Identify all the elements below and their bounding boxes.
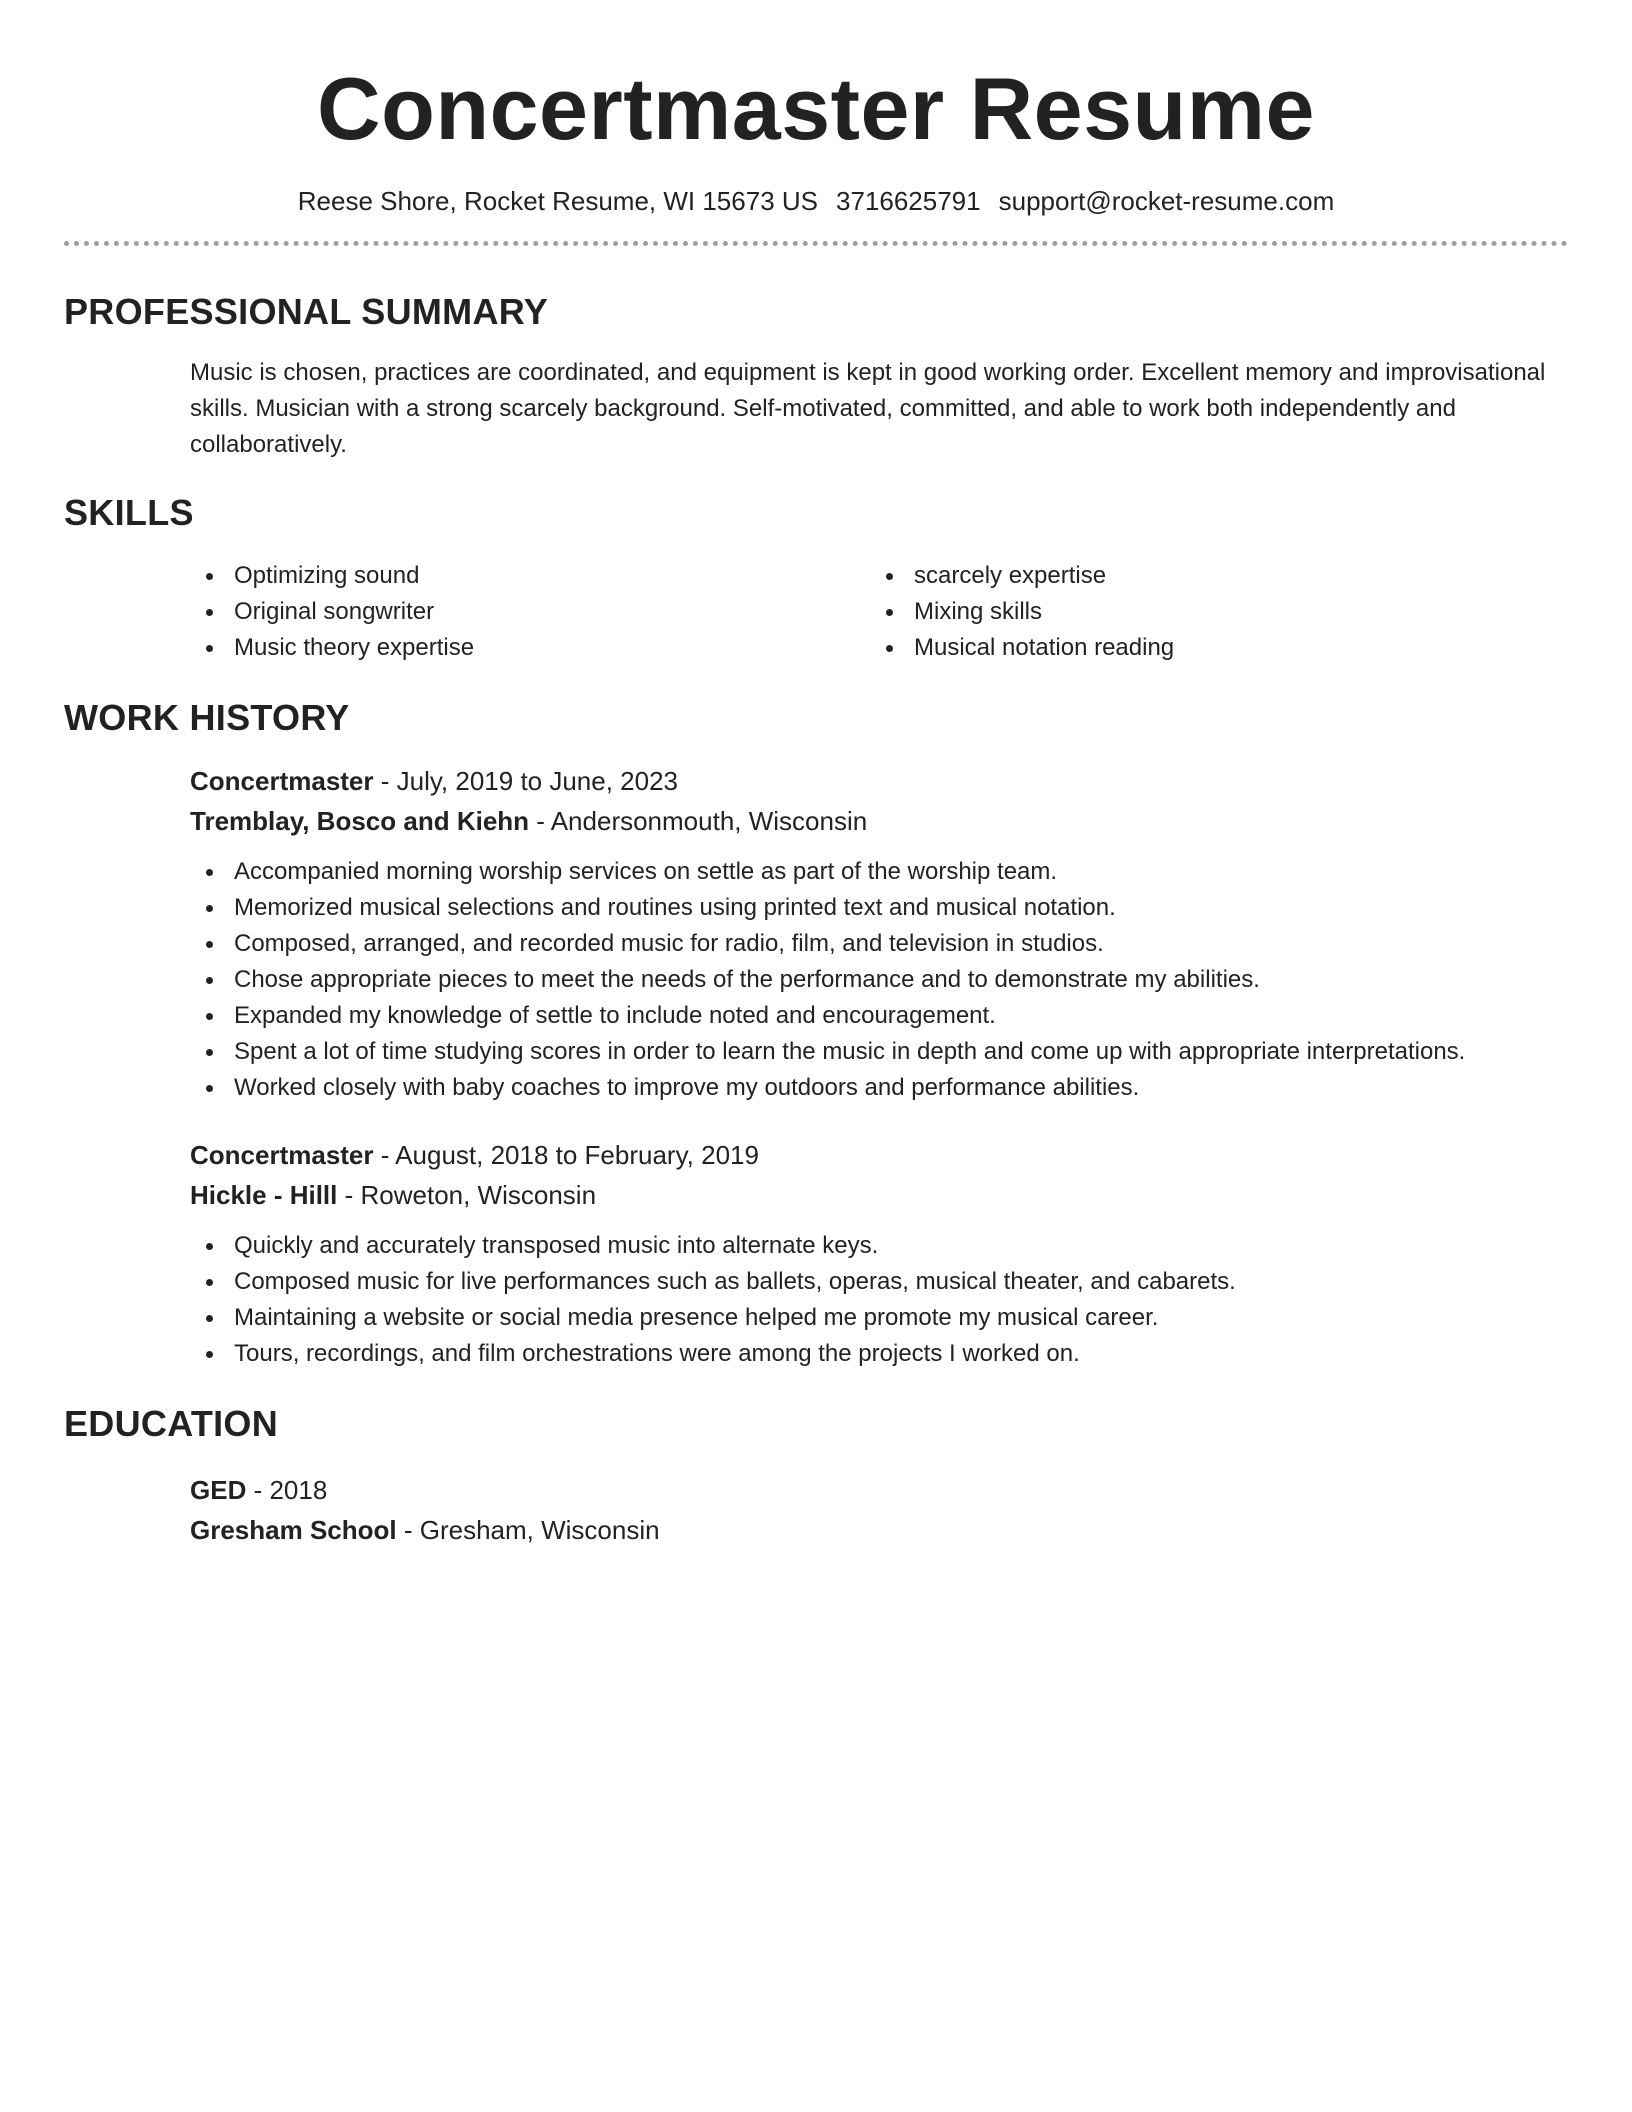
job-location: - Roweton, Wisconsin <box>337 1179 597 1210</box>
skill-item <box>190 594 870 630</box>
job-bullet <box>190 890 1568 926</box>
job-company-line <box>190 1176 1568 1214</box>
education-entry <box>190 1471 1568 1549</box>
job-bullet <box>190 1228 1568 1264</box>
summary-heading: PROFESSIONAL SUMMARY <box>64 290 549 332</box>
job-bullets <box>190 1228 1568 1372</box>
degree-year: - 2018 <box>246 1474 328 1505</box>
job-company: Tremblay, Bosco and Kiehn <box>190 805 530 836</box>
job-bullet <box>190 998 1568 1034</box>
bullet-text: Tours, recordings, and film orchestrations were among the projects I worked on. <box>234 1339 1080 1367</box>
skill-item <box>190 630 870 666</box>
bullet-text: Maintaining a website or social media presence helped me promote my musical career. <box>234 1303 1159 1331</box>
skill-text: Mixing skills <box>914 598 1043 626</box>
job-title: Concertmaster <box>190 765 374 796</box>
skill-item <box>870 558 1550 594</box>
job-bullet <box>190 1070 1568 1106</box>
skill-text: Original songwriter <box>234 598 435 626</box>
skills-grid <box>190 558 1568 666</box>
job-entry <box>190 762 1568 1106</box>
resume-title: Concertmaster Resume <box>317 59 1315 158</box>
job-bullet <box>190 1336 1568 1372</box>
job-bullet <box>190 854 1568 890</box>
bullet-icon <box>206 1243 213 1250</box>
job-dates: - July, 2019 to June, 2023 <box>373 765 679 796</box>
skills-heading: SKILLS <box>64 492 194 534</box>
bullet-icon <box>206 869 213 876</box>
job-bullet <box>190 962 1568 998</box>
bullet-icon <box>206 1351 213 1358</box>
bullet-icon <box>886 645 893 652</box>
school-line <box>190 1511 1568 1549</box>
job-company: Hickle - Hilll <box>190 1179 338 1210</box>
bullet-icon <box>206 1049 213 1056</box>
bullet-text: Quickly and accurately transposed music into alternate keys. <box>234 1231 879 1259</box>
skill-text: Musical notation reading <box>914 634 1175 662</box>
bullet-icon <box>886 609 893 616</box>
bullet-text: Spent a lot of time studying scores in order to learn the music in depth and come up with appropriate interpretations. <box>234 1037 1466 1065</box>
contact-line <box>64 185 1568 219</box>
job-title: Concertmaster <box>190 1139 374 1170</box>
bullet-text: Expanded my knowledge of settle to include noted and encouragement. <box>234 1001 996 1029</box>
skills-left-column <box>190 558 870 666</box>
job-bullet <box>190 1300 1568 1336</box>
job-dates: - August, 2018 to February, 2019 <box>373 1139 759 1170</box>
bullet-text: Memorized musical selections and routines using printed text and musical notation. <box>234 893 1116 921</box>
job-title-line <box>190 1136 1568 1174</box>
bullet-icon <box>206 905 213 912</box>
job-title-line <box>190 762 1568 800</box>
bullet-icon <box>206 1279 213 1286</box>
work-heading: WORK HISTORY <box>64 697 350 739</box>
bullet-icon <box>206 1085 213 1092</box>
skill-text: Music theory expertise <box>234 634 475 662</box>
bullet-icon <box>206 941 213 948</box>
education-heading: EDUCATION <box>64 1402 279 1444</box>
contact-email: support@rocket-resume.com <box>998 186 1335 217</box>
summary-text: Music is chosen, practices are coordinated, and equipment is kept in good working order. Excellent memory and improvisational skills. Musician with a strong scarcely background. Self-motivated, committed, and able to work both independently and collaboratively. <box>190 359 1546 459</box>
bullet-icon <box>206 977 213 984</box>
skill-item <box>190 558 870 594</box>
bullet-icon <box>206 609 213 616</box>
bullet-text: Composed music for live performances such as ballets, operas, musical theater, and cabarets. <box>234 1267 1236 1295</box>
contact-phone: 3716625791 <box>836 186 981 217</box>
header-divider <box>64 241 1568 246</box>
skill-item <box>870 630 1550 666</box>
school-name: Gresham School <box>190 1514 397 1545</box>
skill-text: scarcely expertise <box>914 562 1107 590</box>
skill-text: Optimizing sound <box>234 562 420 590</box>
job-entry <box>190 1136 1568 1372</box>
degree-line <box>190 1471 1568 1509</box>
contact-address: Reese Shore, Rocket Resume, WI 15673 US <box>297 186 818 217</box>
job-bullet <box>190 926 1568 962</box>
skills-right-column <box>870 558 1550 666</box>
bullet-icon <box>206 1013 213 1020</box>
job-company-line <box>190 802 1568 840</box>
job-location: - Andersonmouth, Wisconsin <box>529 805 868 836</box>
bullet-icon <box>886 573 893 580</box>
bullet-icon <box>206 573 213 580</box>
job-bullet <box>190 1034 1568 1070</box>
degree: GED <box>190 1474 247 1505</box>
bullet-text: Composed, arranged, and recorded music for radio, film, and television in studios. <box>234 929 1104 957</box>
bullet-text: Chose appropriate pieces to meet the needs of the performance and to demonstrate my abilities. <box>234 965 1260 993</box>
bullet-text: Accompanied morning worship services on settle as part of the worship team. <box>234 857 1058 885</box>
bullet-icon <box>206 1315 213 1322</box>
school-location: - Gresham, Wisconsin <box>396 1514 660 1545</box>
skill-item <box>870 594 1550 630</box>
job-bullet <box>190 1264 1568 1300</box>
bullet-text: Worked closely with baby coaches to improve my outdoors and performance abilities. <box>234 1073 1140 1101</box>
job-bullets <box>190 854 1568 1106</box>
bullet-icon <box>206 645 213 652</box>
